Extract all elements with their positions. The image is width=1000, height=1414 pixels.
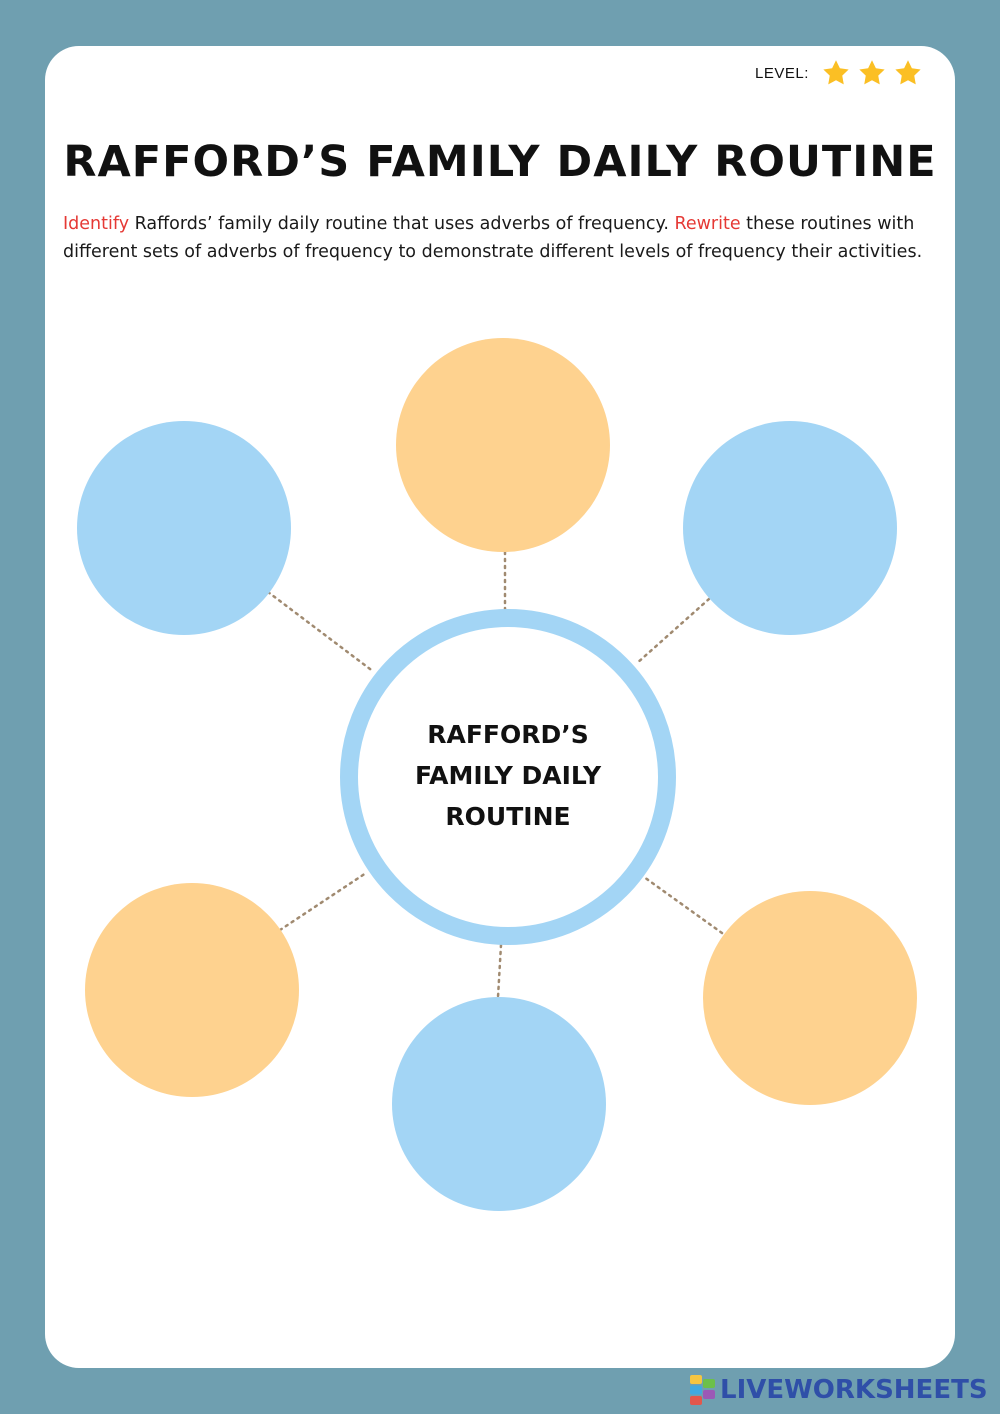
center-label-line: ROUTINE bbox=[445, 802, 571, 831]
instruction-text-1: Raffords’ family daily routine that uses adverbs of frequency. bbox=[129, 214, 675, 234]
center-label-line: FAMILY DAILY bbox=[414, 761, 602, 790]
connector-line bbox=[498, 945, 501, 997]
footer-brand-text: LIVEWORKSHEETS bbox=[720, 1375, 988, 1405]
instruction-verb-identify: Identify bbox=[63, 214, 130, 234]
bubble-bottom-right[interactable] bbox=[703, 891, 917, 1105]
bubble-bottom[interactable] bbox=[392, 997, 606, 1211]
center-label-line: RAFFORD’S bbox=[427, 720, 589, 749]
connector-line bbox=[280, 873, 366, 930]
center-topic-label bbox=[380, 714, 636, 837]
liveworksheets-logo-icon bbox=[690, 1375, 716, 1405]
bubble-top-right[interactable] bbox=[683, 421, 897, 635]
connector-line bbox=[644, 877, 722, 933]
bubble-bottom-left[interactable] bbox=[85, 883, 299, 1097]
connector-line bbox=[636, 599, 709, 664]
bubble-top-left[interactable] bbox=[77, 421, 291, 635]
level-label: LEVEL: bbox=[755, 64, 809, 82]
connector-line bbox=[268, 592, 374, 672]
instruction-verb-rewrite: Rewrite bbox=[674, 214, 741, 234]
bubble-top[interactable] bbox=[396, 338, 610, 552]
instruction-text-2: these routines with different sets of adverbs of frequency to demonstrate different levels of frequency their activities. bbox=[63, 214, 923, 262]
page-title: RAFFORD’S FAMILY DAILY ROUTINE bbox=[63, 137, 937, 187]
footer-brand bbox=[690, 1370, 988, 1410]
